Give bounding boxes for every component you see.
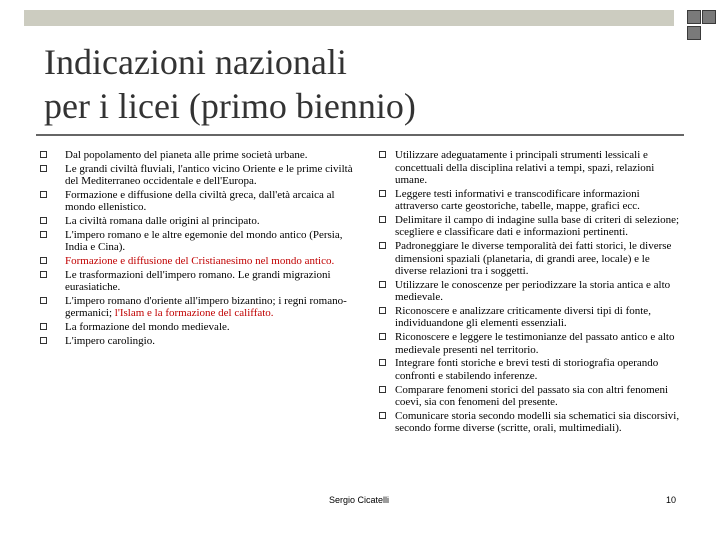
bullet-square-icon: [40, 337, 47, 344]
list-item: [40, 149, 358, 162]
list-item: [379, 149, 681, 187]
title-divider: [36, 134, 684, 136]
list-item: [379, 305, 681, 330]
bullet-square-icon: [40, 217, 47, 224]
bullet-square-icon: [40, 165, 47, 172]
list-item: [379, 279, 681, 304]
bullet-square-icon: [379, 216, 386, 223]
item-text: L'impero romano d'oriente all'impero bizantino; i regni romano-germanici;: [65, 294, 347, 320]
list-item: [40, 189, 358, 214]
bullet-square-icon: [379, 333, 386, 340]
bullet-square-icon: [40, 323, 47, 330]
item-text: La civiltà romana dalle origini al principato.: [65, 215, 260, 228]
slide-title: [44, 40, 416, 128]
title-line-1: Indicazioni nazionali: [44, 42, 347, 82]
footer-author: Sergio Cicatelli: [329, 495, 390, 505]
list-item: [379, 410, 681, 435]
list-item: [40, 215, 358, 228]
highlighted-text: Formazione e diffusione del Cristianesimo nel mondo antico.: [65, 254, 335, 267]
header-decoration-bar: [24, 10, 674, 26]
item-text: Formazione e diffusione della civiltà greca, dall'età arcaica al mondo ellenistico.: [65, 188, 335, 214]
highlighted-text: l'Islam e la formazione del califfato.: [114, 307, 274, 320]
content-list-left: [40, 149, 358, 348]
bullet-square-icon: [379, 359, 386, 366]
bullet-square-icon: [379, 307, 386, 314]
item-text: Comparare fenomeni storici del passato sia con altri fenomeni coevi, sia con fenomeni del presente.: [395, 383, 669, 408]
list-item: [40, 163, 358, 188]
decoration-square-icon: [687, 10, 701, 24]
list-item: [379, 214, 681, 239]
item-text: Le grandi civiltà fluviali, l'antico vicino Oriente e le prime civiltà del Mediterraneo occidentale e dell'Europa.: [65, 162, 353, 188]
bullet-square-icon: [40, 257, 47, 264]
list-item: [379, 188, 681, 213]
item-text: Utilizzare le conoscenze per periodizzare la storia antica e alto medievale.: [395, 278, 671, 304]
item-text: Dal popolamento del pianeta alle prime società urbane.: [65, 149, 308, 161]
bullet-square-icon: [40, 297, 47, 304]
bullet-square-icon: [40, 271, 47, 278]
decoration-square-icon: [687, 26, 701, 40]
item-text: La formazione del mondo medievale.: [65, 321, 230, 333]
item-text: Riconoscere e leggere le testimonianze del passato antico e alto medievale presenti nel territorio.: [395, 331, 675, 356]
bullet-square-icon: [40, 151, 47, 158]
list-item: [379, 384, 681, 409]
item-text: Padroneggiare le diverse temporalità dei fatti storici, le diverse dimensioni spaziali (planetaria, di grandi aree, locale) e le diverse relazioni tra i soggetti.: [395, 240, 672, 278]
page-number: 10: [666, 495, 677, 505]
list-item: [40, 295, 358, 320]
list-item: [40, 321, 358, 334]
item-text: Integrare fonti storiche e brevi testi di storiografia operando confronti e stabilendo inferenze.: [395, 357, 659, 382]
bullet-square-icon: [379, 281, 386, 288]
item-text: Le trasformazioni dell'impero romano. Le grandi migrazioni eurasiatiche.: [65, 268, 331, 294]
item-text: L'impero carolingio.: [65, 334, 155, 347]
list-item: [379, 357, 681, 382]
item-text: Delimitare il campo di indagine sulla base di criteri di selezione; scegliere e classificare dati e informazioni pertinenti.: [395, 213, 680, 239]
bullet-square-icon: [379, 190, 386, 197]
bullet-square-icon: [379, 242, 386, 249]
list-item: [40, 229, 358, 254]
item-text: Leggere testi informativi e transcodificare informazioni attraverso carte geostoriche, tabelle, mappe, grafici ecc.: [395, 187, 640, 213]
bullet-square-icon: [379, 151, 386, 158]
item-text: Comunicare storia secondo modelli sia schematici sia discorsivi, secondo forme diverse (scritte, orali, multimediali).: [395, 409, 680, 435]
list-item: [40, 269, 358, 294]
item-text: Utilizzare adeguatamente i principali strumenti lessicali e concettuali della disciplina relativi a tempi, spazi, relazioni umane.: [395, 149, 655, 186]
list-item: [40, 255, 358, 268]
bullet-square-icon: [40, 191, 47, 198]
bullet-square-icon: [379, 386, 386, 393]
list-item: [379, 240, 681, 278]
item-text: L'impero romano e le altre egemonie del mondo antico (Persia, India e Cina).: [65, 228, 343, 254]
item-text: Riconoscere e analizzare criticamente diversi tipi di fonte, individuandone gli elementi essenziali.: [395, 304, 651, 330]
list-item: [40, 335, 358, 348]
decoration-square-icon: [702, 10, 716, 24]
title-line-2: per i licei (primo biennio): [44, 86, 416, 126]
bullet-square-icon: [40, 231, 47, 238]
skills-list-right: [379, 149, 681, 436]
bullet-square-icon: [379, 412, 386, 419]
list-item: [379, 331, 681, 356]
